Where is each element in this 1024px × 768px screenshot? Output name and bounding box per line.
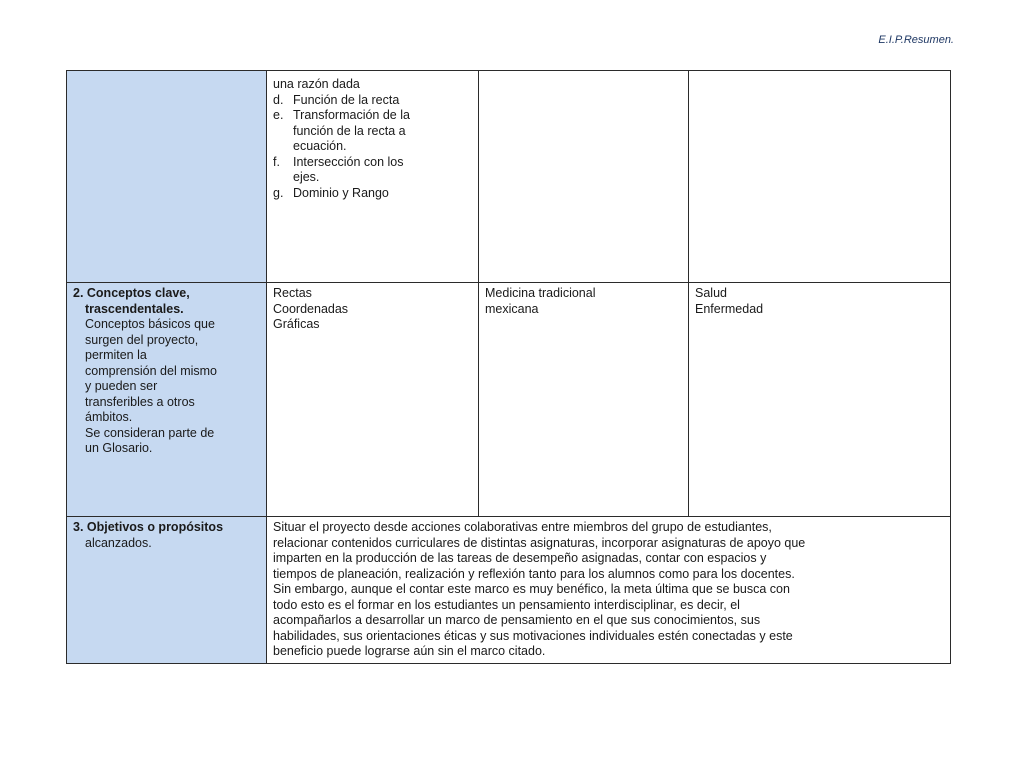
row-label-cell	[67, 71, 267, 283]
list-item: e. Transformación de la función de la recta a ecuación.	[273, 108, 410, 153]
key-concepts-label-cell: 2. Conceptos clave, trascendentales. Conceptos básicos que surgen del proyecto, permiten la comprensión del mismo y pueden ser transferibles a otros ámbitos. Se consideran parte de un Glosario.	[67, 283, 267, 517]
topics-list	[273, 93, 472, 202]
objectives-heading: 3. Objetivos o propósitos	[73, 520, 224, 534]
medicine-concepts-cell: Medicina tradicional mexicana	[479, 283, 689, 517]
table-row	[67, 283, 951, 517]
list-item: d. Función de la recta	[273, 92, 400, 107]
health-concepts-cell: Salud Enfermedad	[689, 283, 951, 517]
table-row	[67, 517, 951, 664]
objectives-label-cell: 3. Objetivos o propósitos alcanzados.	[67, 517, 267, 664]
topics-list-cell	[267, 71, 479, 283]
empty-cell	[479, 71, 689, 283]
table-row	[67, 71, 951, 283]
key-concepts-description: Conceptos básicos que surgen del proyecto, permiten la comprensión del mismo y pueden ser transferibles a otros ámbitos. Se consideran parte de un Glosario.	[85, 317, 217, 455]
list-item: g. Dominio y Rango	[273, 185, 389, 200]
list-item-continuation: una razón dada	[273, 77, 360, 91]
math-concepts-cell: Rectas Coordenadas Gráficas	[267, 283, 479, 517]
empty-cell	[689, 71, 951, 283]
summary-table	[66, 70, 951, 664]
objectives-paragraph: Situar el proyecto desde acciones colaborativas entre miembros del grupo de estudiantes, relacionar contenidos curriculares de distintas asignaturas, incorporar asignaturas de apoyo que imparten en la producción de las tareas de desempeño asignadas, contar con espacios y tiempos de planeación, realización y reflexión tanto para los alumnos como para los docentes. Sin embargo, aunque el contar este marco es muy benéfico, la meta última que se busca con todo esto es el formar en los estudiantes un pensamiento interdisciplinar, es decir, el acompañarlos a desarrollar un marco de pensamiento en el que sus conocimientos, sus habilidades, sus orientaciones éticas y sus motivaciones individuales estén conectadas y este beneficio puede lograrse aún sin el marco citado.	[273, 520, 806, 658]
document-header-tag: E.I.P.Resumen.	[878, 34, 954, 46]
list-item: f. Intersección con los ejes.	[273, 154, 404, 184]
key-concepts-heading: 2. Conceptos clave,	[73, 286, 190, 300]
objectives-text-cell	[267, 517, 951, 664]
